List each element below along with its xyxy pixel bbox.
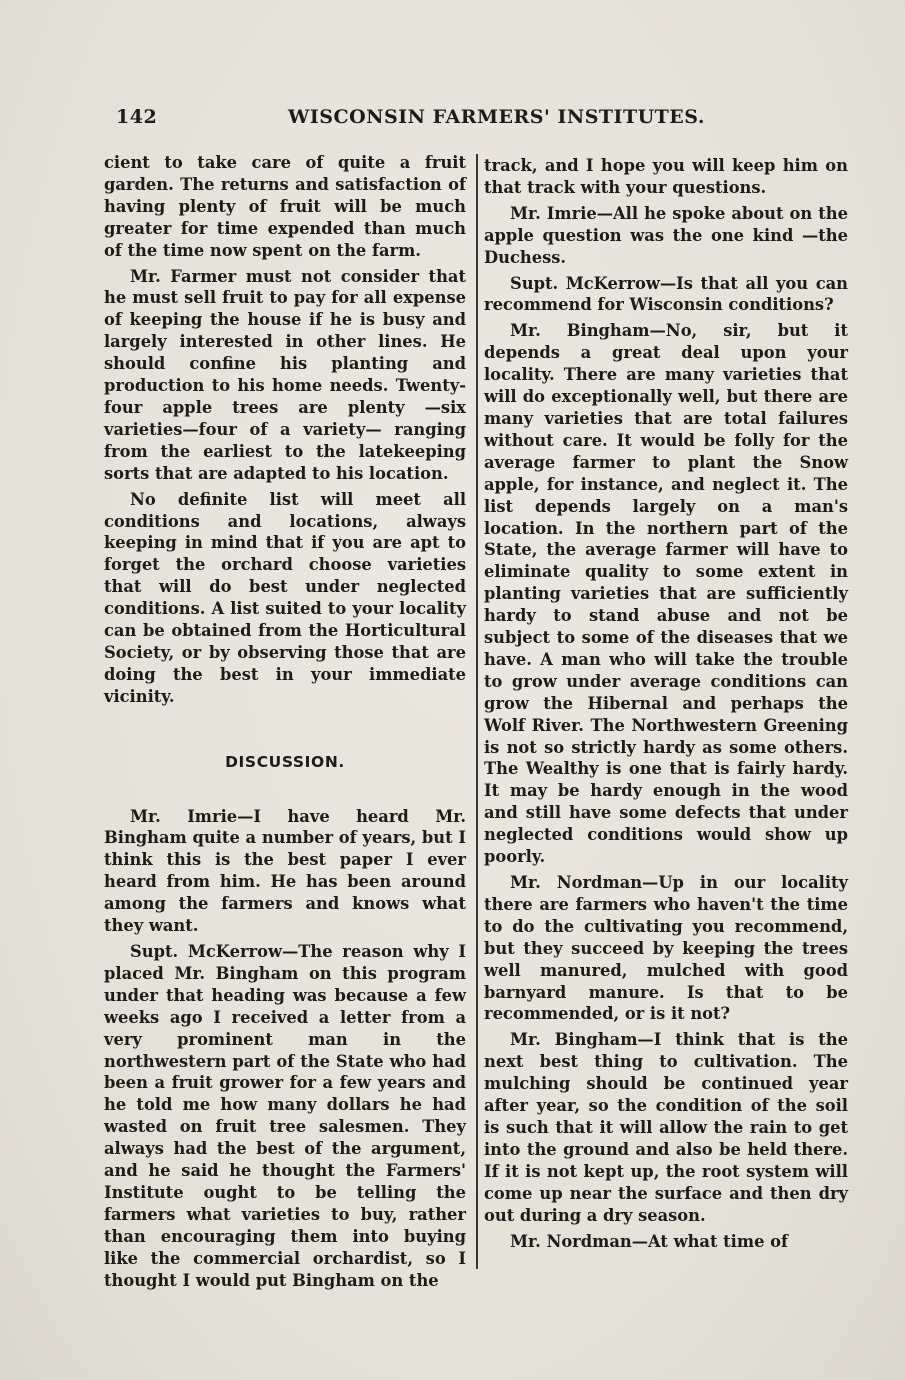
page-header — [116, 106, 705, 136]
left-column — [104, 152, 466, 1296]
right-paragraph-2: Mr. Imrie—All he spoke about on the apple question was the one kind —the Duchess. — [484, 203, 848, 267]
left-paragraph-5: Supt. McKerrow—The reason why I placed Mr. Bingham on this program under that heading was because a few weeks ago I received a letter from a very prominent man in the northwestern part of the State who had been a fruit grower for a few years and he told me how many dollars he had wasted on fruit tree salesmen. They always had the best of the argument, and he said he thought the Farmers' Institute ought to be telling the farmers what varieties to buy, rather than encouraging them into buying like the commercial orchardist, so I thought I would put Bingham on the — [104, 942, 466, 1290]
left-paragraph-1: cient to take care of quite a fruit garden. The returns and satisfaction of having plenty of fruit will be much greater for time expended than much of the time now spent on the farm. — [104, 153, 466, 260]
left-paragraph-3: No definite list will meet all conditions and locations, always keeping in mind that if you are apt to forget the orchard choose varieties that will do best under neglected conditions. A list suited to your locality can be obtained from the Horticultural Society, or by observing those that are doing the best in your immediate vicinity. — [104, 489, 466, 706]
right-paragraph-5: Mr. Nordman—Up in our locality there are farmers who haven't the time to do the cultivating you recommend, but they succeed by keeping the trees well manured, mulched with good barnyard manure. Is that to be recommended, or is it not? — [484, 873, 848, 1024]
left-paragraph-4: Mr. Imrie—I have heard Mr. Bingham quite a number of years, but I think this is the best paper I ever heard from him. He has been around among the farmers and knows what they want. — [104, 806, 466, 936]
section-heading: DISCUSSION. — [225, 752, 345, 771]
right-paragraph-7: Mr. Nordman—At what time of — [510, 1231, 788, 1251]
right-paragraph-4: Mr. Bingham—No, sir, but it depends a great deal upon your locality. There are many varieties that will do exceptionally well, but there are many varieties that are total failures without care. It would be folly for the average farmer to plant the Snow apple, for instance, and neglect it. The list depends largely on a man's location. In the northern part of the State, the average farmer will have to eliminate quality to some extent in planting varieties that are sufficiently hardy to stand abuse and not be subject to some of the diseases that we have. A man who will take the trouble to grow under average conditions can grow the Hibernal and perhaps the Wolf River. The Northwestern Greening is not so strictly hardy as some others. The Wealthy is one that is fairly hardy. It may be hardy enough in the wood and still have some defects that under neglected conditions would show up poorly. — [484, 321, 848, 867]
page-number: 142 — [116, 106, 158, 128]
column-divider — [476, 154, 478, 1269]
right-paragraph-1: track, and I hope you will keep him on that track with your questions. — [484, 156, 848, 197]
right-paragraph-6: Mr. Bingham—I think that is the next best thing to cultivation. The mulching should be continued year after year, so the condition of the soil is such that it will allow the rain to get into the ground and also be held there. If it is not kept up, the root system will come up near the surface and then dry out during a dry season. — [484, 1030, 848, 1225]
right-paragraph-3: Supt. McKerrow—Is that all you can recommend for Wisconsin conditions? — [484, 273, 848, 315]
right-column — [484, 155, 848, 1256]
left-paragraph-2: Mr. Farmer must not consider that he must sell fruit to pay for all expense of keeping the house if he is busy and largely interested in other lines. He should confine his planting and production to his home needs. Twenty-four apple trees are plenty —six varieties—four of a variety— ranging from the earliest to the latekeeping sorts that are adapted to his location. — [104, 266, 466, 483]
running-title: WISCONSIN FARMERS' INSTITUTES. — [288, 106, 705, 128]
